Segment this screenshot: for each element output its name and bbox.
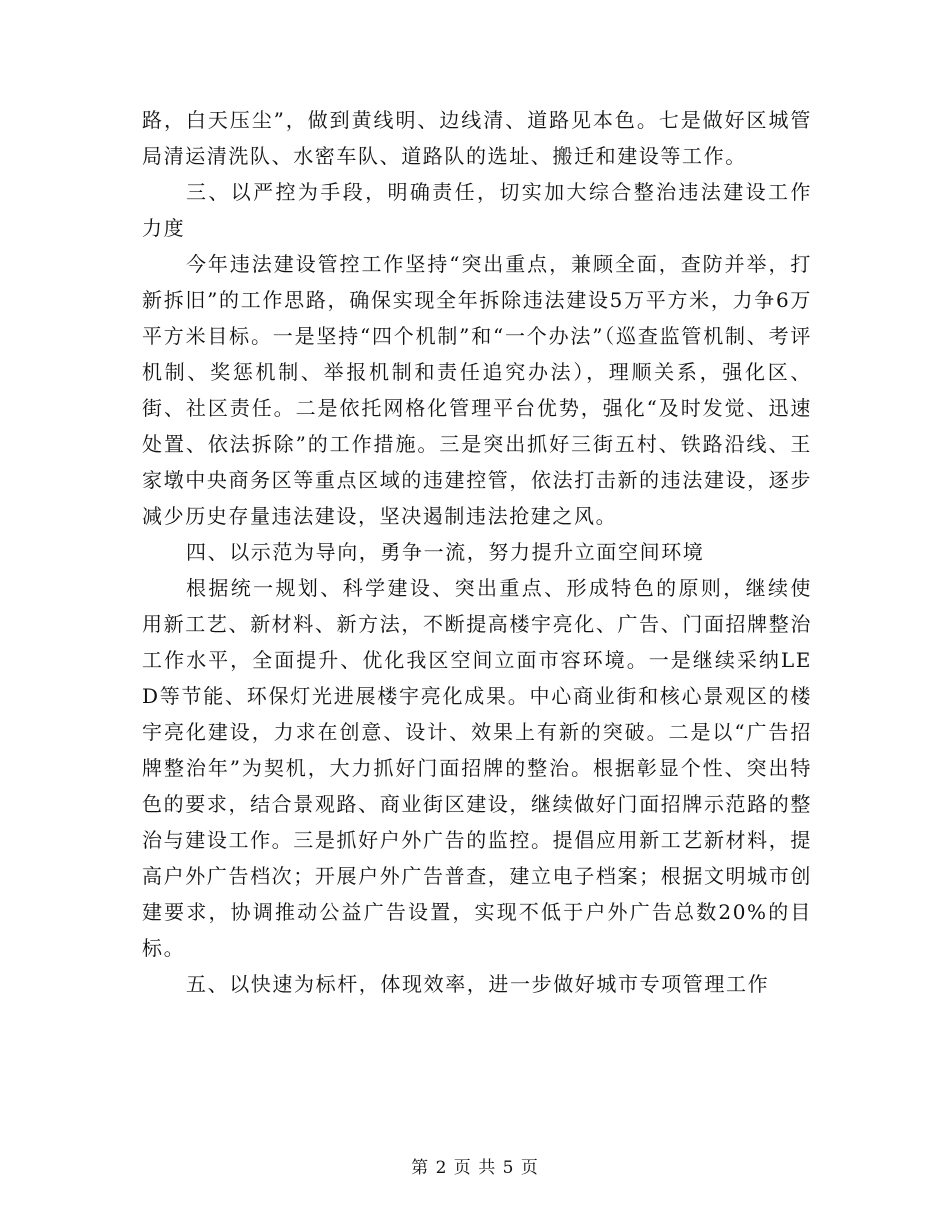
paragraph-facade-environment: 根据统一规划、科学建设、突出重点、形成特色的原则，继续使用新工艺、新材料、新方法，不断提高楼宇亮化、广告、门面招牌整治工作水平，全面提升、优化我区空间立面市容环境。一是继续采纳LED等节能、环保灯光进展楼宇亮化成果。中心商业街和核心景观区的楼宇亮化建设，力求在创意、设计、效果上有新的突破。二是以“广告招牌整治年”为契机，大力抓好门面招牌的整治。根据彰显个性、突出特色的要求，结合景观路、商业街区建设，继续做好门面招牌示范路的整治与建设工作。三是抓好户外广告的监控。提倡应用新工艺新材料，提高户外广告档次；开展户外广告普查，建立电子档案；根据文明城市创建要求，协调推动公益广告设置，实现不低于户外广告总数20%的目标。 [142,576,812,960]
document-body [142,102,812,1002]
section-heading-3: 三、以严控为手段，明确责任，切实加大综合整治违法建设工作力度 [142,180,812,240]
section-heading-5: 五、以快速为标杆，体现效率，进一步做好城市专项管理工作 [186,972,770,996]
paragraph-continuation: 路，白天压尘”，做到黄线明、边线清、道路见本色。七是做好区城管局清运清洗队、水密车队、道路队的选址、搬迁和建设等工作。 [142,108,812,168]
section-heading-4: 四、以示范为导向，勇争一流，努力提升立面空间环境 [186,540,705,564]
paragraph-illegal-construction: 今年违法建设管控工作坚持“突出重点，兼顾全面，查防并举，打新拆旧”的工作思路，确保实现全年拆除违法建设5万平方米，力争6万平方米目标。一是坚持“四个机制”和“一个办法”（巡查监管机制、考评机制、奖惩机制、举报机制和责任追究办法），理顺关系，强化区、街、社区责任。二是依托网格化管理平台优势，强化“及时发觉、迅速处置、依法拆除”的工作措施。三是突出抓好三街五村、铁路沿线、王家墩中央商务区等重点区域的违建控管，依法打击新的违法建设，逐步减少历史存量违法建设，坚决遏制违法抢建之风。 [142,252,812,528]
page-number-footer: 第 2 页 共 5 页 [411,1158,539,1178]
